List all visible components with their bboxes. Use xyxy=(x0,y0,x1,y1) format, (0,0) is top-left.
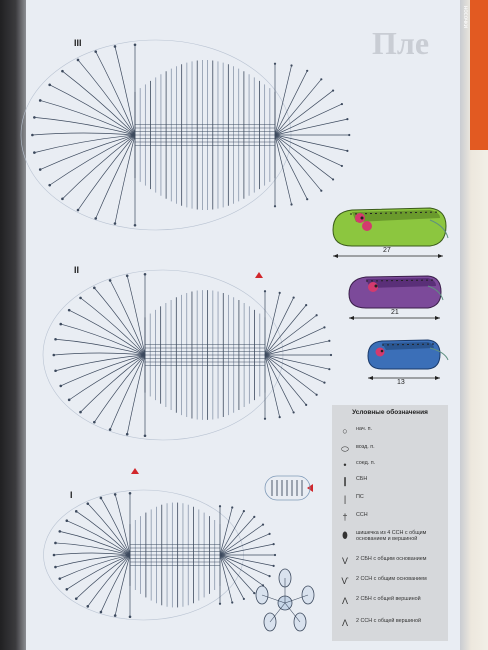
legend-item-text: шишечка из 4 ССН с общим основанием и вершиной xyxy=(356,530,427,543)
legend-item-text: 2 ССН с общим основанием xyxy=(356,576,427,582)
legend-item xyxy=(332,473,448,493)
legend-item-text: ПС xyxy=(356,494,364,500)
cross-bar-icon: † xyxy=(342,512,348,522)
legend-item xyxy=(332,527,448,547)
legend-item-text: возд. п. xyxy=(356,444,375,450)
legend-item-text: 2 ССН с общей вершиной xyxy=(356,618,421,624)
legend-item xyxy=(332,593,448,613)
section-label-ii: II xyxy=(74,265,80,275)
bar-icon: | xyxy=(343,494,347,504)
legend-item-text: ССН xyxy=(356,512,368,518)
circle-icon: ○ xyxy=(342,426,348,436)
legend-item xyxy=(332,615,448,635)
legend-item xyxy=(332,573,448,593)
next-page-heading: носочки xyxy=(462,6,468,29)
legend-item xyxy=(332,553,448,573)
legend-item-text: соед. п. xyxy=(356,460,376,466)
oval-icon: ⬭ xyxy=(341,443,349,454)
legend-panel xyxy=(332,405,448,641)
bobble-icon: ⬮ xyxy=(342,529,348,540)
legend-item-text: 2 СБН с общей вершиной xyxy=(356,596,421,602)
slipper-size-13 xyxy=(368,340,448,380)
legend-item xyxy=(332,491,448,511)
slipper-21-size-label: 21 xyxy=(391,309,399,316)
v-two-dc-icon: Ѵ xyxy=(341,576,349,586)
arch-two-sc-icon: Λ xyxy=(341,596,348,606)
legend-item-text: 2 СБН с общим основанием xyxy=(356,556,427,562)
v-two-sc-icon: V xyxy=(341,556,348,566)
legend-item-text: нач. п. xyxy=(356,426,373,432)
dot-icon: • xyxy=(343,460,347,470)
legend-item xyxy=(332,509,448,529)
legend-item xyxy=(332,423,448,443)
legend-item-text: СБН xyxy=(356,476,368,482)
section-label-iii: III xyxy=(74,38,82,48)
slipper-13-size-label: 13 xyxy=(397,379,405,386)
arch-two-dc-icon: Λ xyxy=(341,618,348,628)
section-label-i: I xyxy=(70,490,73,500)
short-bar-icon: ❙ xyxy=(341,475,349,486)
show-through-heading: Пле xyxy=(372,25,430,61)
slipper-27-size-label: 27 xyxy=(383,247,391,254)
legend-title: Условные обозначения xyxy=(352,409,428,416)
